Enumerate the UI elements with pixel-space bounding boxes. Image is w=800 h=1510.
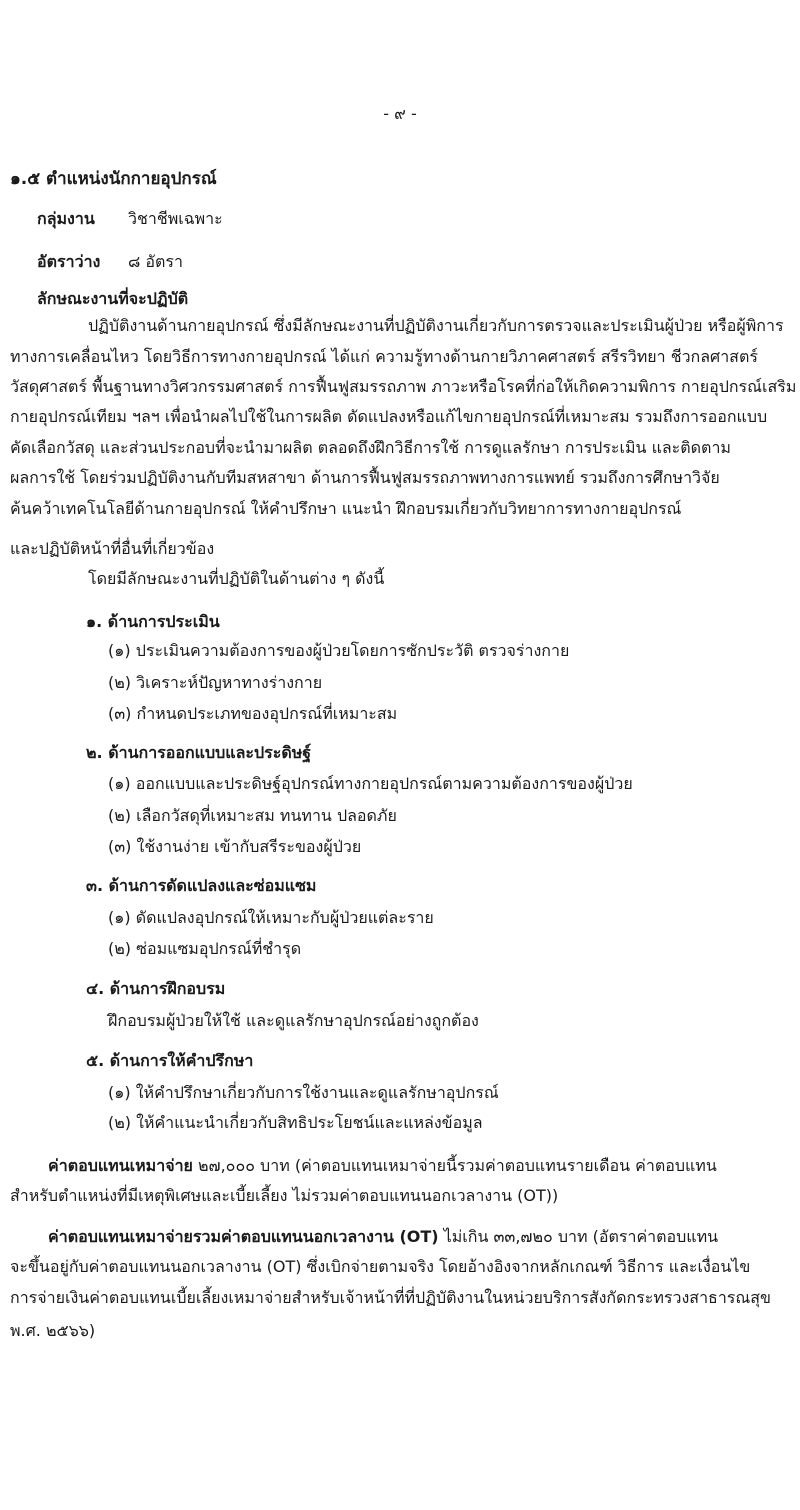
pay-line	[48, 1155, 717, 1177]
area-item: (๒) เลือกวัสดุที่เหมาะสม ทนทาน ปลอดภัย	[108, 806, 397, 825]
pay-ot-line	[48, 1226, 718, 1248]
vacancy-label: อัตราว่าง	[37, 252, 101, 271]
pay-ot-line: จะขึ้นอยู่กับค่าตอบแทนนอกเวลางาน (OT) ซึ่งเบิกจ่ายตามจริง โดยอ้างอิงจากหลักเกณฑ์ วิธีการ และเงื่อนไข	[10, 1257, 751, 1276]
area-item: ฝึกอบรมผู้ป่วยให้ใช้ และดูแลรักษาอุปกรณ์อย่างถูกต้อง	[108, 1011, 479, 1030]
area-item: (๓) กำหนดประเภทของอุปกรณ์ที่เหมาะสม	[108, 704, 398, 723]
area-item: (๑) ประเมินความต้องการของผู้ป่วยโดยการซักประวัติ ตรวจร่างกาย	[108, 641, 570, 660]
area-item: (๑) ออกแบบและประดิษฐ์อุปกรณ์ทางกายอุปกรณ์ตามความต้องการของผู้ป่วย	[108, 774, 633, 793]
area-title: ๕. ด้านการให้คำปรึกษา	[86, 1051, 254, 1070]
area-item: (๒) วิเคราะห์ปัญหาทางร่างกาย	[108, 673, 323, 692]
page-number: - ๙ -	[383, 104, 417, 123]
pay-label: ค่าตอบแทนเหมาจ่าย	[48, 1156, 193, 1175]
pay-ot-line: การจ่ายเงินค่าตอบแทนเบี้ยเลี้ยงเหมาจ่ายสำหรับเจ้าหน้าที่ที่ปฏิบัติงานในหน่วยบริการสังกัดกระทรวงสาธารณสุข	[10, 1288, 771, 1307]
area-title: ๓. ด้านการดัดแปลงและซ่อมแซม	[86, 876, 317, 895]
intro-line: ปฏิบัติงานด้านกายอุปกรณ์ ซึ่งมีลักษณะงานที่ปฏิบัติงานเกี่ยวกับการตรวจและประเมินผู้ป่วย หรือผู้พิการ	[88, 316, 784, 335]
area-title: ๑. ด้านการประเมิน	[86, 612, 220, 631]
pay-ot-label: ค่าตอบแทนเหมาจ่ายรวมค่าตอบแทนนอกเวลางาน (OT)	[48, 1227, 439, 1246]
pay-ot-line: พ.ศ. ๒๕๖๖)	[10, 1321, 96, 1340]
pay-ot-amount-text: ไม่เกิน ๓๓,๗๒๐ บาท (อัตราค่าตอบแทน	[438, 1227, 719, 1246]
intro-line: วัสดุศาสตร์ พื้นฐานทางวิศวกรรมศาสตร์ การฟื้นฟูสมรรถภาพ ภาวะหรือโรคที่ก่อให้เกิดความพิการ กายอุปกรณ์เสริม	[10, 377, 797, 396]
group-value: วิชาชีพเฉพาะ	[128, 209, 223, 228]
area-item: (๒) ให้คำแนะนำเกี่ยวกับสิทธิประโยชน์และแหล่งข้อมูล	[108, 1113, 483, 1132]
duties-heading: ลักษณะงานที่จะปฏิบัติ	[37, 289, 189, 308]
intro-line: และปฏิบัติหน้าที่อื่นที่เกี่ยวข้อง	[10, 539, 215, 558]
pay-line: สำหรับตำแหน่งที่มีเหตุพิเศษและเบี้ยเลี้ยง ไม่รวมค่าตอบแทนนอกเวลางาน (OT))	[10, 1186, 559, 1205]
area-title: ๒. ด้านการออกแบบและประดิษฐ์	[86, 743, 312, 762]
area-item: (๑) ดัดแปลงอุปกรณ์ให้เหมาะกับผู้ป่วยแต่ละราย	[108, 908, 434, 927]
intro-line: ทางการเคลื่อนไหว โดยวิธีการทางกายอุปกรณ์ ได้แก่ ความรู้ทางด้านกายวิภาคศาสตร์ สรีรวิทยา ชีวกลศาสตร์	[10, 347, 758, 366]
intro-line: คัดเลือกวัสดุ และส่วนประกอบที่จะนำมาผลิต ตลอดถึงฝึกวิธีการใช้ การดูแลรักษา การประเมิน และติดตาม	[10, 438, 731, 457]
pay-amount-text: ๒๗,๐๐๐ บาท (ค่าตอบแทนเหมาจ่ายนี้รวมค่าตอบแทนรายเดือน ค่าตอบแทน	[192, 1156, 717, 1175]
areas-intro: โดยมีลักษณะงานที่ปฏิบัติในด้านต่าง ๆ ดังนี้	[88, 569, 385, 588]
intro-line: ผลการใช้ โดยร่วมปฏิบัติงานกับทีมสหสาขา ด้านการฟื้นฟูสมรรถภาพทางการแพทย์ รวมถึงการศึกษาวิจัย	[10, 468, 720, 487]
area-item: (๑) ให้คำปรึกษาเกี่ยวกับการใช้งานและดูแลรักษาอุปกรณ์	[108, 1083, 499, 1102]
area-item: (๒) ซ่อมแซมอุปกรณ์ที่ชำรุด	[108, 939, 302, 958]
section-heading: ๑.๕ ตำแหน่งนักกายอุปกรณ์	[10, 169, 217, 189]
vacancy-value: ๘ อัตรา	[128, 252, 184, 271]
area-title: ๔. ด้านการฝึกอบรม	[86, 979, 226, 998]
intro-line: ค้นคว้าเทคโนโลยีด้านกายอุปกรณ์ ให้คำปรึกษา แนะนำ ฝึกอบรมเกี่ยวกับวิทยาการทางกายอุปกรณ์	[10, 499, 682, 518]
group-label: กลุ่มงาน	[37, 209, 95, 228]
intro-line: กายอุปกรณ์เทียม ฯลฯ เพื่อนำผลไปใช้ในการผลิต ดัดแปลงหรือแก้ไขกายอุปกรณ์ที่เหมาะสม รวมถึงการออกแบบ	[10, 407, 768, 426]
area-item: (๓) ใช้งานง่าย เข้ากับสรีระของผู้ป่วย	[108, 837, 362, 856]
